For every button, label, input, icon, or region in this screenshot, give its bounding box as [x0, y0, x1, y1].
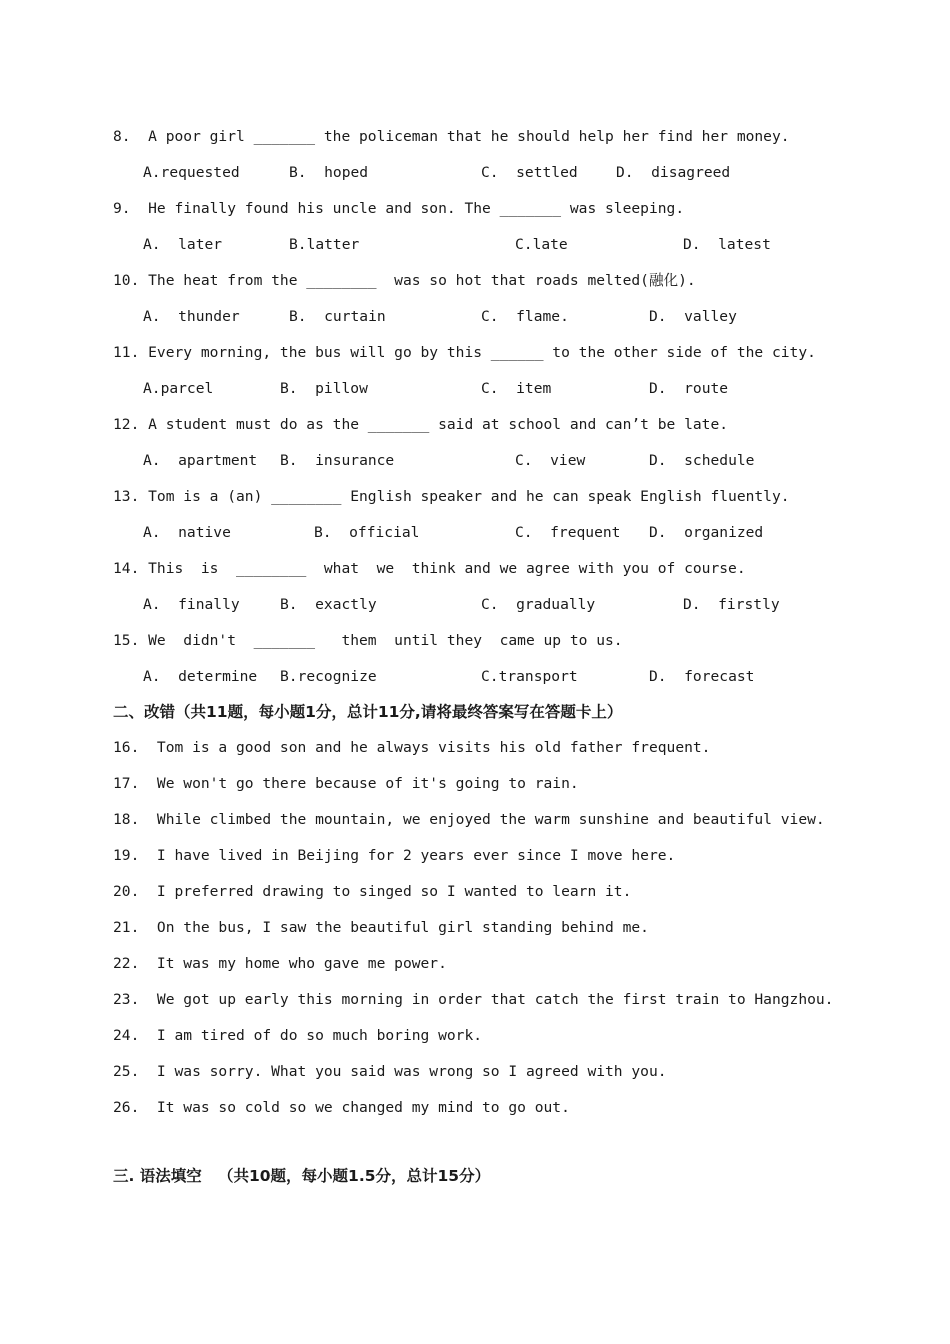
question-10: 10. The heat from the ________ was so hot that roads melted(融化).	[113, 272, 696, 289]
q8-option-b: B. hoped	[289, 164, 369, 181]
question-11: 11. Every morning, the bus will go by this ______ to the other side of the city.	[113, 344, 816, 361]
error-item-23: 23. We got up early this morning in order that catch the first train to Hangzhou.	[113, 991, 834, 1008]
error-item-17: 17. We won't go there because of it's going to rain.	[113, 775, 579, 792]
q13-option-c: C. frequent	[515, 524, 621, 541]
error-item-25: 25. I was sorry. What you said was wrong so I agreed with you.	[113, 1063, 667, 1080]
q11-option-c: C. item	[481, 380, 552, 397]
q9-option-a: A. later	[143, 236, 223, 253]
q9-option-d: D. latest	[683, 236, 771, 253]
error-item-24: 24. I am tired of do so much boring work.	[113, 1027, 483, 1044]
q11-option-d: D. route	[649, 380, 729, 397]
q9-option-b: B.latter	[289, 236, 360, 253]
q13-option-d: D. organized	[649, 524, 764, 541]
q14-option-c: C. gradually	[481, 596, 596, 613]
question-13: 13. Tom is a (an) ________ English speaker and he can speak English fluently.	[113, 488, 790, 505]
question-14: 14. This is ________ what we think and we agree with you of course.	[113, 560, 746, 577]
q8-option-c: C. settled	[481, 164, 578, 181]
q12-option-d: D. schedule	[649, 452, 755, 469]
q12-option-b: B. insurance	[280, 452, 395, 469]
q13-option-b: B. official	[314, 524, 420, 541]
section-3-heading: 三. 语法填空 （共10题，每小题1.5分，总计15分）	[113, 1167, 491, 1185]
question-9: 9. He finally found his uncle and son. The _______ was sleeping.	[113, 200, 685, 217]
q15-option-b: B.recognize	[280, 668, 377, 685]
q13-option-a: A. native	[143, 524, 231, 541]
section-2-heading: 二、改错（共11题，每小题1分，总计11分,请将最终答案写在答题卡上）	[113, 703, 623, 721]
q8-option-a: A.requested	[143, 164, 240, 181]
q10-option-c: C. flame.	[481, 308, 569, 325]
q12-option-c: C. view	[515, 452, 586, 469]
error-item-26: 26. It was so cold so we changed my mind to go out.	[113, 1099, 570, 1116]
q15-option-a: A. determine	[143, 668, 258, 685]
error-item-16: 16. Tom is a good son and he always visits his old father frequent.	[113, 739, 711, 756]
q14-option-b: B. exactly	[280, 596, 377, 613]
q8-option-d: D. disagreed	[616, 164, 731, 181]
error-item-18: 18. While climbed the mountain, we enjoyed the warm sunshine and beautiful view.	[113, 811, 825, 828]
q12-option-a: A. apartment	[143, 452, 258, 469]
q14-option-a: A. finally	[143, 596, 240, 613]
error-item-22: 22. It was my home who gave me power.	[113, 955, 447, 972]
question-15: 15. We didn't _______ them until they came up to us.	[113, 632, 623, 649]
error-item-19: 19. I have lived in Beijing for 2 years ever since I move here.	[113, 847, 676, 864]
q15-option-d: D. forecast	[649, 668, 755, 685]
question-8: 8. A poor girl _______ the policeman that he should help her find her money.	[113, 128, 790, 145]
question-12: 12. A student must do as the _______ said at school and can’t be late.	[113, 416, 729, 433]
q10-option-b: B. curtain	[289, 308, 386, 325]
q15-option-c: C.transport	[481, 668, 578, 685]
q10-option-a: A. thunder	[143, 308, 240, 325]
q9-option-c: C.late	[515, 236, 568, 253]
error-item-20: 20. I preferred drawing to singed so I wanted to learn it.	[113, 883, 632, 900]
error-item-21: 21. On the bus, I saw the beautiful girl standing behind me.	[113, 919, 649, 936]
q11-option-b: B. pillow	[280, 380, 368, 397]
q10-option-d: D. valley	[649, 308, 737, 325]
q14-option-d: D. firstly	[683, 596, 780, 613]
q11-option-a: A.parcel	[143, 380, 214, 397]
